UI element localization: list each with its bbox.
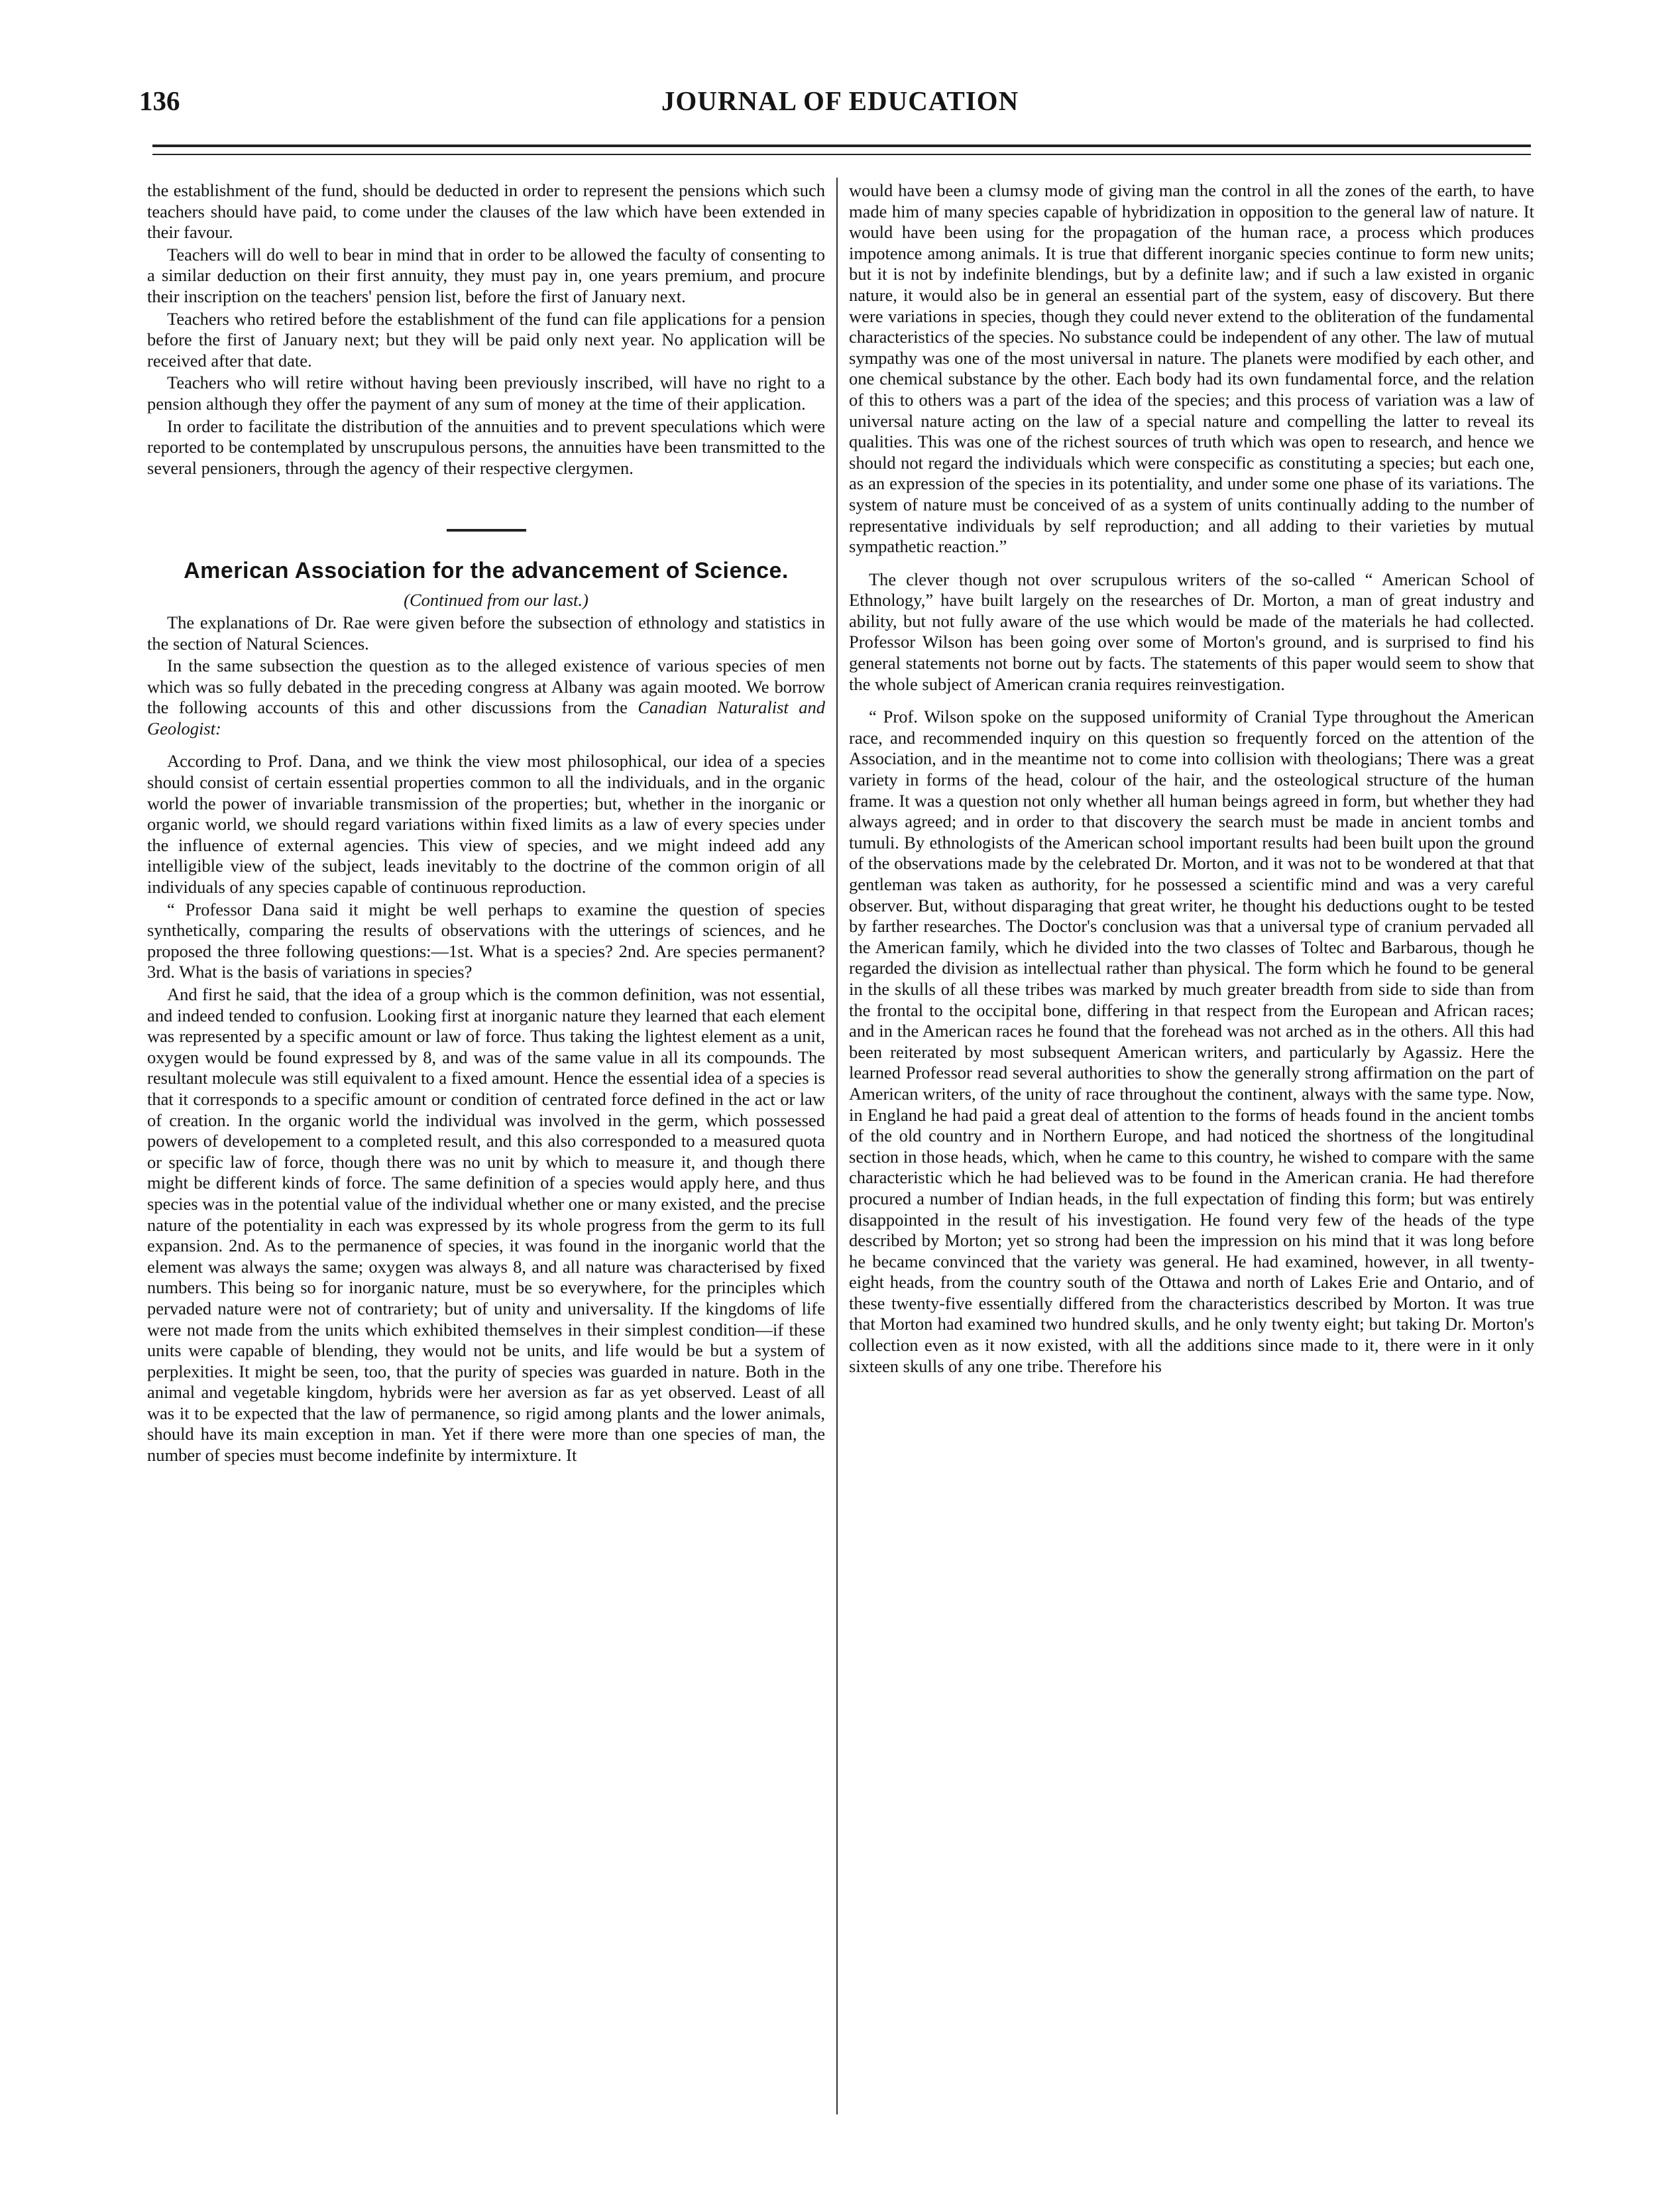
section-title: American Association for the advancement of Science. bbox=[184, 558, 789, 584]
column-divider bbox=[836, 178, 838, 2114]
paragraph: In order to facilitate the distribution of the annuities and to prevent speculations which were reported to be contemplated by unscrupulous persons, the annuities have been transmitted to the several pensioners, through the agency of their respective clergymen. bbox=[147, 416, 825, 478]
paragraph bbox=[147, 656, 825, 739]
paragraph: Teachers who retired before the establishment of the fund can file applications for a pension before the first of January next; but they will be paid only next year. No application will be received after that date. bbox=[147, 308, 825, 371]
paragraph-text: In the same subsection the question as to the alleged existence of various species of men which was so fully debated in the preceding congress at Albany was again mooted. We borrow the following accounts of this and other discussions from the bbox=[147, 656, 825, 718]
paragraph: The explanations of Dr. Rae were given before the subsection of ethnology and statistics in the section of Natural Sciences. bbox=[147, 612, 825, 654]
header-rule bbox=[152, 154, 1531, 155]
continued-note: (Continued from our last.) bbox=[404, 590, 588, 610]
paragraph: “ Prof. Wilson spoke on the supposed uniformity of Cranial Type throughout the American race, and recommended inquiry on this question so frequently forced on the attention of the Association, and in the meantime not to come into collision with theologians; There was a great variety in forms of the head, colour of the hair, and the osteological structure of the human frame. It was a question not only whether all human beings agreed in form, but whether they had always agreed; and in order to that discovery the search must be made in ancient tombs and tumuli. By ethnologists of the American school important results had been built upon the ground of the observations made by the celebrated Dr. Morton, and it was not to be wondered at that that gentleman was taken as authority, for he possessed a scientific mind and was a very careful observer. But, without disparaging that great writer, he thought his deductions ought to be tested by farther researches. The Doctor's conclusion was that a universal type of cranium pervaded all the American family, which he divided into the two classes of Toltec and Barbarous, though he regarded the division as intellectual rather than physical. The form which he found to be general in the skulls of all these tribes was marked by much greater breadth from side to side than from the frontal to the occipital bone, differing in that respect from the European and African races; and in the American races he found that the forehead was not arched as in the others. All this had been reiterated by most subsequent American writers, and particularly by Agassiz. Here the learned Professor read several authorities to show the generally strong affirmation on the part of American writers, of the unity of race throughout the continent, always with the same type. Now, in England he had paid a great deal of attention to the forms of heads found in the ancient tombs of the old country and in Northern Europe, and had noticed the shortness of the longitudinal section in those heads, which, when he came to this country, he wished to compare with the same characteristic which he had believed was to be found in the American crania. He had therefore procured a number of Indian heads, in the full expectation of finding this form; but was entirely disappointed in the result of his investigation. He found very few of the heads of the type described by Morton; yet so strong had been the impression on his mind that it was long before he became convinced that the variety was general. He had examined, however, in all twenty-eight heads, from the country south of the Ottawa and north of Lakes Erie and Ontario, and of these twenty-five essentially differed from the characteristics described by Morton. It was true that Morton had examined two hundred skulls, and he only twenty eight; but taking Dr. Morton's collection even as it now existed, with all the additions since made to it, there were in it only sixteen skulls of any one tribe. Therefore his bbox=[849, 707, 1534, 1376]
paragraph: Teachers who will retire without having been previously inscribed, will have no right to a pension although they offer the payment of any sum of money at the time of their application. bbox=[147, 373, 825, 414]
right-column bbox=[849, 180, 1534, 1377]
paragraph: “ Professor Dana said it might be well perhaps to examine the question of species synthetically, comparing the results of observations with the utterings of sciences, and he proposed the three following questions:—1st. What is a species? 2nd. Are species permanent? 3rd. What is the basis of variations in species? bbox=[147, 899, 825, 982]
section-divider bbox=[447, 529, 526, 532]
source-title: Canadian Naturalist and Geologist: bbox=[147, 697, 825, 738]
page-header bbox=[139, 85, 1541, 125]
paragraph: The clever though not over scrupulous writers of the so-called “ American School of Ethnology,” have built largely on the researches of Dr. Morton, a man of great industry and ability, but not fully aware of the use which would be made of the materials he had collected. Professor Wilson has been going over some of Morton's ground, and is surprised to find his general statements not borne out by facts. The statements of this paper would seem to show that the whole subject of American crania requires reinvestigation. bbox=[849, 569, 1534, 694]
paragraph: would have been a clumsy mode of giving man the control in all the zones of the earth, to have made him of many species capable of hybridization in opposition to the general law of nature. It would have been using for the propagation of the human race, a process which produces impotence among animals. It is true that different inorganic species continue to form new units; but it is not by indefinite blendings, but by a definite law; and if such a law existed in organic nature, it would also be in general an essential part of the system, easy of discovery. But there were variations in species, though they could never extend to the obliteration of the fundamental characteristics of the species. No substance could be independent of any other. The law of mutual sympathy was one of the most universal in nature. The planets were modified by each other, and one chemical substance by the other. Each body had its own fundamental force, and the relation of this to others was a part of the idea of the species; and this process of variation was a law of universal nature acting on the law of a special nature and compelling the latter to reveal its qualities. This was one of the richest sources of truth which was open to research, and hence we should not regard the individuals which were conspecific as constituting a species; but each one, as an expression of the species in its potentiality, and under some one phase of its variations. The system of nature must be conceived of as a system of units continually adding to the number of representative individuals by self reproduction; and all adding to their varieties by mutual sympathetic reaction.” bbox=[849, 180, 1534, 557]
header-rule bbox=[152, 144, 1531, 147]
paragraph: And first he said, that the idea of a group which is the common definition, was not essential, and indeed tended to confusion. Looking first at inorganic nature they learned that each element was represented by a specific amount or law of force. Thus taking the lightest element as a unit, oxygen would be found expressed by 8, and was of the same value in all its compounds. The resultant molecule was still equivalent to a fixed amount. Hence the essential idea of a species is that it corresponds to a specific amount or condition of centrated force defined in the act or law of creation. In the organic world the individual was involved in the germ, which possessed powers of developement to a completed result, and this also corresponded to a measured quota or specific law of force, though there was no unit by which to measure it, and though there might be different kinds of force. The same definition of a species would apply here, and thus species was in the potential value of the individual whether one or many existed, and the precise nature of the potentiality in each was expressed by its whole progress from the germ to its full expansion. 2nd. As to the permanence of species, it was found in the inorganic world that the element was always the same; oxygen was always 8, and all nature was characterised by fixed numbers. This being so for inorganic nature, must be so everywhere, for the principles which pervaded nature were not of contrariety; but of unity and universality. If the kingdoms of life were not made from the units which exhibited themselves in their simplest condition—if these units were capable of blending, they would not be units, and life would be but a system of perplexities. It might be seen, too, that the purity of species was guarded in nature. Both in the animal and vegetable kingdom, hybrids were her aversion as far as yet observed. Least of all was it to be expected that the law of permanence, so rigid among plants and the lower animals, should have its main exception in man. Yet if there were more than one species of man, the number of species must become indefinite by intermixture. It bbox=[147, 984, 825, 1466]
paragraph: the establishment of the fund, should be deducted in order to represent the pensions which such teachers should have paid, to come under the clauses of the law which have been extended in their favour. bbox=[147, 180, 825, 243]
paragraph: According to Prof. Dana, and we think the view most philosophical, our idea of a species should consist of certain essential properties common to all the individuals, and in the organic world the power of invariable transmission of the properties; but, whether in the inorganic or organic world, we should regard variations within fixed limits as a law of every species under the influence of external agencies. This view of species, and we might indeed add any intelligible view of the subject, leads inevitably to the doctrine of the common origin of all individuals of any species capable of continuous reproduction. bbox=[147, 751, 825, 897]
journal-title: JOURNAL OF EDUCATION bbox=[661, 86, 1019, 116]
left-column bbox=[147, 180, 825, 1466]
page-number: 136 bbox=[139, 86, 180, 116]
paragraph: Teachers will do well to bear in mind that in order to be allowed the faculty of consenting to a similar deduction on their first annuity, they must pay in, one years premium, and procure their inscription on the teachers' pension list, before the first of January next. bbox=[147, 244, 825, 306]
